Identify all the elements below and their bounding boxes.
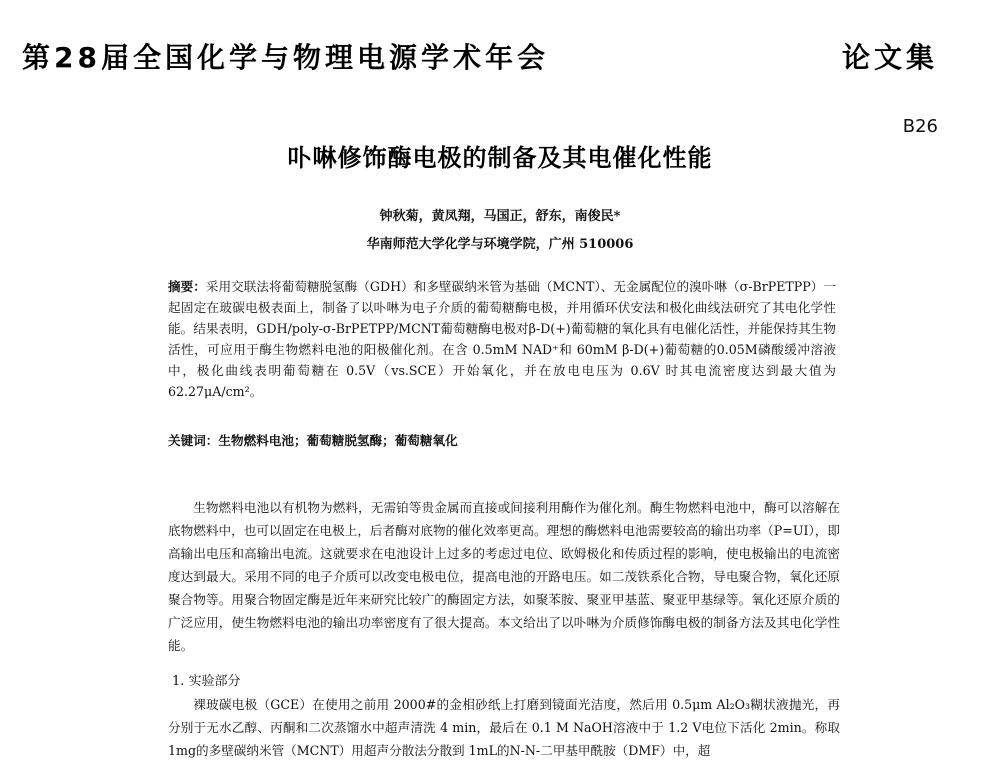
abstract-label: 摘要： [168,279,206,294]
authors-line: 钟秋菊，黄凤翔，马国正，舒东，南俊民* [379,209,621,224]
conference-header: 第28届全国化学与物理电源学术年会 [22,41,549,74]
abstract-block [168,276,836,402]
affiliation-line: 华南师范大学化学与环境学院，广州 510006 [366,237,634,252]
paper-code: B26 [902,116,938,137]
section-heading: 1. 实验部分 [172,674,241,689]
section-body: 裸玻碳电极（GCE）在使用之前用 2000#的金相砂纸上打磨到镜面光洁度，然后用 0.5μm Al₂O₃糊状液抛光，再分别于无水乙醇、丙酮和二次蒸馏水中超声清洗 4 min，最后在 0.1 M NaOH溶液中于 1.2 V电位下活化 2min。称取 1mg的多壁碳纳米管（MCNT）用超声分散法分散到 1mL的N-N-二甲基甲酰胺（DMF）中，超 [168,697,840,758]
paper-title: 卟啉修饰酶电极的制备及其电催化性能 [287,144,713,172]
keywords-label: 关键词： [168,433,219,448]
intro-paragraph: 生物燃料电池以有机物为燃料，无需铂等贵金属而直接或间接利用酶作为催化剂。酶生物燃料电池中，酶可以溶解在底物燃料中，也可以固定在电极上，后者酶对底物的催化效率更高。理想的酶燃料电池需要较高的输出功率（P=UI），即高输出电压和高输出电流。这就要求在电池设计上过多的考虑过电位、欧姆极化和传质过程的影响，使电极输出的电流密度达到最大。采用不同的电子介质可以改变电极电位，提高电池的开路电压。如二茂铁系化合物，导电聚合物，氧化还原聚合物等。用聚合物固定酶是近年来研究比较广的酶固定方法，如聚苯胺、聚亚甲基蓝、聚亚甲基绿等。氧化还原介质的广泛应用，使生物燃料电池的输出功率密度有了很大提高。本文给出了以卟啉为介质修饰酶电极的制备方法及其电化学性能。 [168,500,840,653]
keywords-text: 生物燃料电池；葡萄糖脱氢酶；葡萄糖氧化 [218,433,458,448]
collection-label: 论文集 [841,41,938,74]
keywords-block [168,430,836,449]
abstract-text: 采用交联法将葡萄糖脱氢酶（GDH）和多壁碳纳米管为基础（MCNT）、无金属配位的溴卟啉（σ-BrPETPP）一起固定在玻碳电极表面上，制备了以卟啉为电子介质的葡萄糖酶电极，并用循环伏安法和极化曲线法研究了其电化学性能。结果表明，GDH/poly-σ-BrPETPP/MCNT葡萄糖酶电极对β-D(+)葡萄糖的氧化具有电催化活性，并能保持其生物活性，可应用于酶生物燃料电池的阳极催化剂。在含 0.5mM NAD⁺和 60mM β-D(+)葡萄糖的0.05M磷酸缓冲溶液中，极化曲线表明葡萄糖在 0.5V（vs.SCE）开始氧化，并在放电电压为 0.6V 时其电流密度达到最大值为 62.27μA/cm²。 [168,279,836,399]
